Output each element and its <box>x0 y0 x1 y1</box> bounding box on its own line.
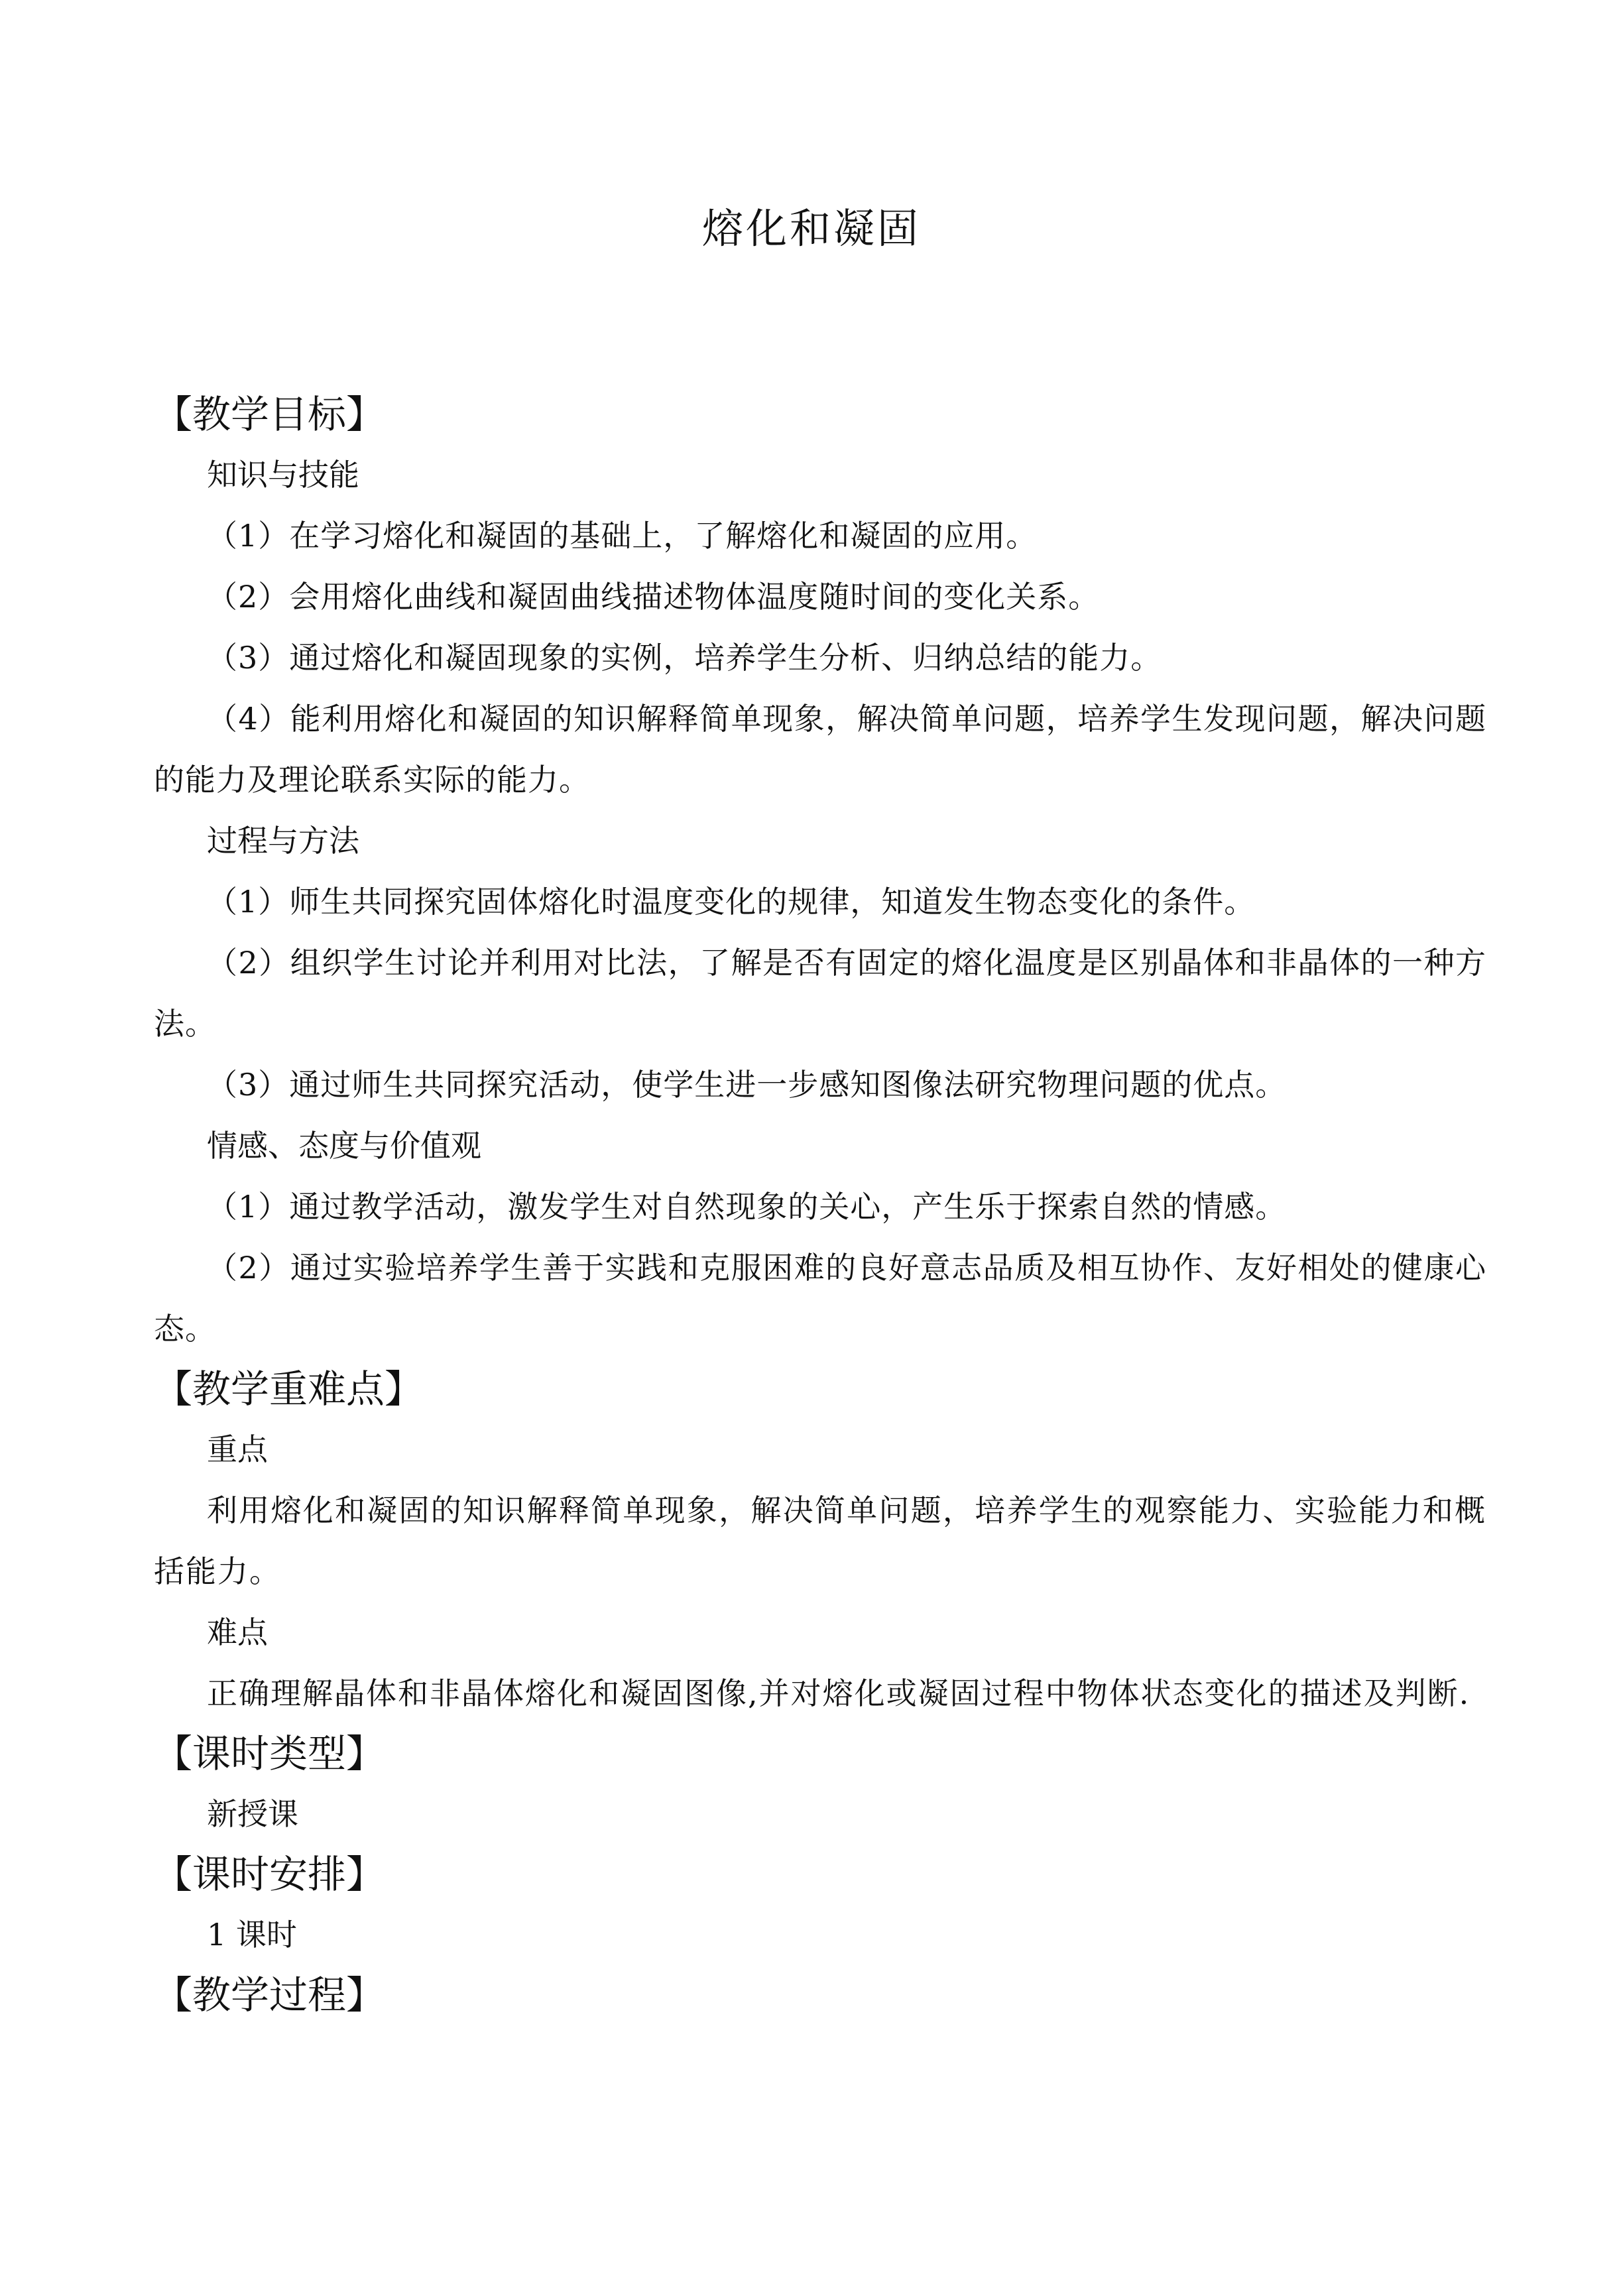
section-heading-process: 【教学过程】 <box>154 1972 385 2018</box>
list-item: （2）通过实验培养学生善于实践和克服困难的良好意志品质及相互协作、友好相处的健康心态。 <box>154 1250 1486 1347</box>
section-heading-lesson-type: 【课时类型】 <box>154 1731 385 1776</box>
list-item: （1）在学习熔化和凝固的基础上，了解熔化和凝固的应用。 <box>207 518 1038 554</box>
subheading-emotion: 情感、态度与价值观 <box>207 1128 481 1164</box>
list-item: （3）通过师生共同探究活动，使学生进一步感知图像法研究物理问题的优点。 <box>207 1067 1287 1103</box>
list-item: （4）能利用熔化和凝固的知识解释简单现象，解决简单问题，培养学生发现问题，解决问题的能力及理论联系实际的能力。 <box>154 701 1486 798</box>
list-item: （1）师生共同探究固体熔化时温度变化的规律，知道发生物态变化的条件。 <box>207 884 1256 920</box>
list-item: （2）会用熔化曲线和凝固曲线描述物体温度随时间的变化关系。 <box>207 579 1100 615</box>
difficulty-text: 正确理解晶体和非晶体熔化和凝固图像,并对熔化或凝固过程中物体状态变化的描述及判断. <box>207 1675 1471 1711</box>
section-heading-lesson-schedule: 【课时安排】 <box>154 1852 385 1897</box>
page-title: 熔化和凝固 <box>701 204 921 253</box>
subheading-knowledge: 知识与技能 <box>207 457 359 493</box>
lesson-type-value: 新授课 <box>207 1796 298 1832</box>
document-body <box>154 385 1486 2025</box>
section-heading-key-points: 【教学重难点】 <box>154 1366 424 1412</box>
subheading-process: 过程与方法 <box>207 823 359 859</box>
subheading-difficulty: 难点 <box>207 1614 268 1650</box>
focus-text: 利用熔化和凝固的知识解释简单现象，解决简单问题，培养学生的观察能力、实验能力和概括能力。 <box>154 1492 1486 1589</box>
list-item: （3）通过熔化和凝固现象的实例，培养学生分析、归纳总结的能力。 <box>207 640 1162 676</box>
lesson-schedule-value: 1 课时 <box>207 1917 297 1953</box>
list-item: （1）通过教学活动，激发学生对自然现象的关心，产生乐于探索自然的情感。 <box>207 1189 1287 1225</box>
subheading-focus: 重点 <box>207 1431 268 1467</box>
section-heading-objectives: 【教学目标】 <box>154 392 385 437</box>
list-item: （2）组织学生讨论并利用对比法，了解是否有固定的熔化温度是区别晶体和非晶体的一种方法。 <box>154 945 1486 1042</box>
